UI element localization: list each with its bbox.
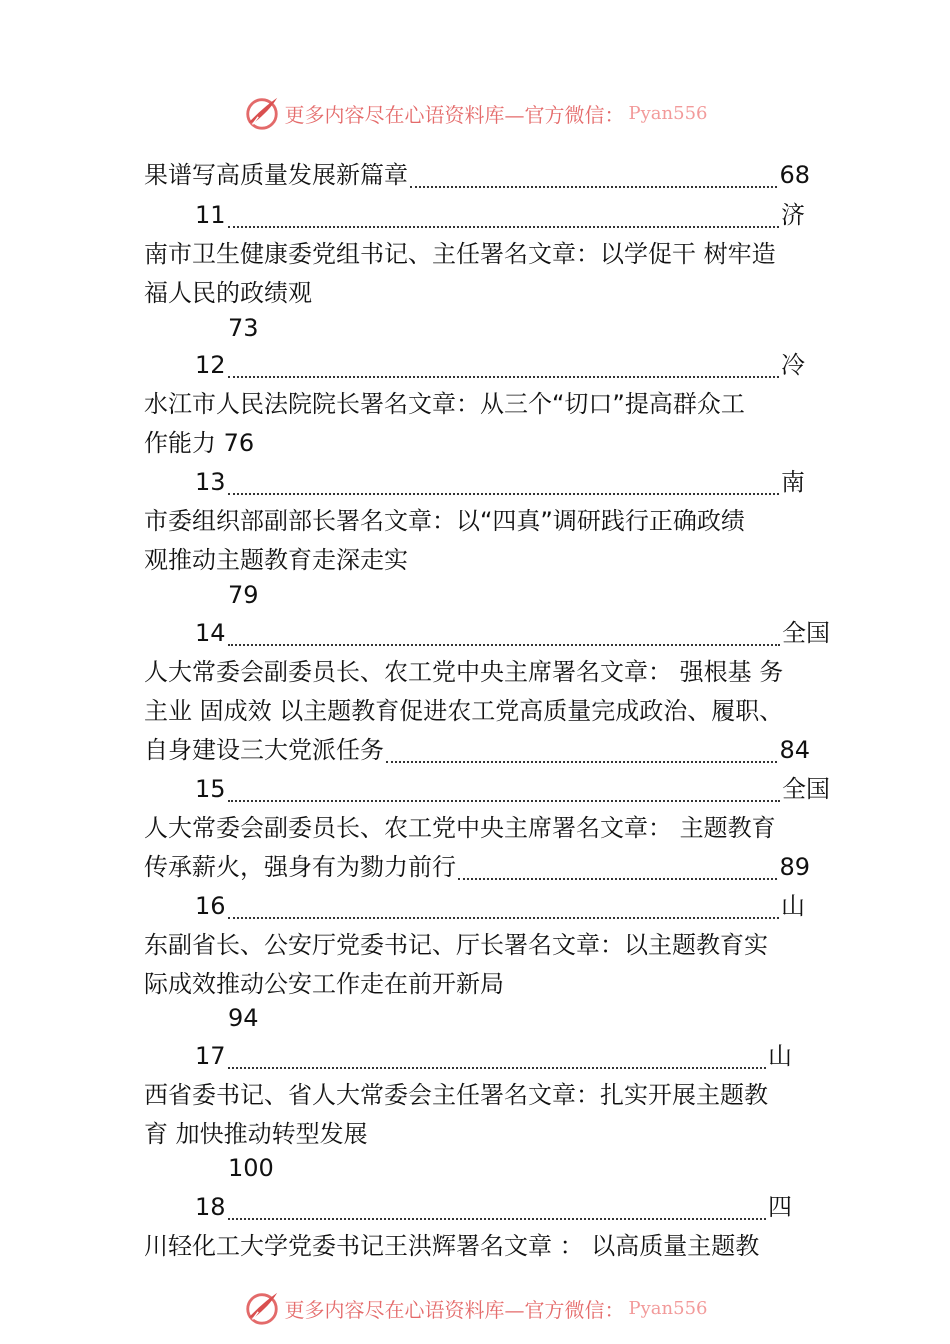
watermark-wechat-id: Pyan556: [628, 1297, 708, 1319]
toc-entry-text: 自身建设三大党派任务: [144, 736, 384, 764]
toc-line: [195, 1041, 792, 1071]
toc-page-number: 84: [779, 736, 810, 764]
toc-entry-text: 水江市人民法院院长署名文章：从三个“切口”提高群众工: [144, 390, 745, 418]
toc-entry-text: 主业 固成效 以主题教育促进农工党高质量完成政治、履职、: [144, 697, 784, 725]
toc-entry-text: 人大常委会副委员长、农工党中央主席署名文章： 主题教育: [144, 814, 776, 842]
toc-entry-text: 川轻化工大学党委书记王洪辉署名文章 ： 以高质量主题教: [144, 1232, 760, 1260]
dot-leader: [228, 473, 779, 495]
dot-leader: [228, 897, 779, 919]
toc-entry-text: 济: [781, 201, 805, 229]
toc-page-number: 89: [779, 853, 810, 881]
toc-entry-text: 传承薪火，强身有为勠力前行: [144, 853, 456, 881]
toc-line: [144, 735, 810, 765]
toc-entry-text: 观推动主题教育走深走实: [144, 546, 408, 574]
dot-leader: [228, 624, 780, 646]
toc-entry-text: 东副省长、公安厅党委书记、厅长署名文章：以主题教育实: [144, 931, 768, 959]
toc-line: [195, 200, 805, 230]
toc-entry-number: 13: [195, 468, 226, 496]
toc-entry-text: 市委组织部副部长署名文章：以“四真”调研践行正确政绩: [144, 507, 745, 535]
toc-page-number: 79: [228, 581, 259, 609]
toc-entry-text: 南市卫生健康委党组书记、主任署名文章：以学促干 树牢造: [144, 240, 776, 268]
toc-entry-text: 山: [768, 1042, 792, 1070]
toc-entry-text: 际成效推动公安工作走在前开新局: [144, 970, 504, 998]
toc-entry-text: 福人民的政绩观: [144, 279, 312, 307]
dot-leader: [386, 741, 777, 763]
toc-entry-text: 果谱写高质量发展新篇章: [144, 161, 408, 189]
toc-line: [195, 891, 805, 921]
toc-entry-text: 育 加快推动转型发展: [144, 1120, 368, 1148]
toc-page-number: 94: [228, 1004, 259, 1032]
watermark-wechat-id: Pyan556: [628, 102, 708, 124]
toc-entry-text: 冷: [781, 351, 805, 379]
dot-leader: [228, 1198, 766, 1220]
toc-line: [195, 618, 830, 648]
footer-watermark: [0, 1288, 950, 1328]
toc-entry-number: 17: [195, 1042, 226, 1070]
toc-entry-text: 作能力 76: [144, 429, 255, 457]
toc-entry-text: 山: [781, 892, 805, 920]
toc-entry-text: 四: [768, 1193, 792, 1221]
dot-leader: [458, 858, 777, 880]
toc-line: [195, 1192, 792, 1222]
toc-entry-number: 11: [195, 201, 226, 229]
toc-entry-text: 西省委书记、省人大常委会主任署名文章：扎实开展主题教: [144, 1081, 768, 1109]
toc-entry-text: 全国: [782, 775, 830, 803]
toc-entry-text: 全国: [782, 619, 830, 647]
toc-page-number: 73: [228, 314, 259, 342]
toc-entry-number: 12: [195, 351, 226, 379]
toc-line: [195, 774, 830, 804]
toc-entry-number: 14: [195, 619, 226, 647]
dot-leader: [228, 780, 780, 802]
quill-seal-icon: [243, 1289, 281, 1327]
dot-leader: [228, 356, 779, 378]
toc-entry-text: 人大常委会副委员长、农工党中央主席署名文章： 强根基 务: [144, 658, 784, 686]
toc-entry-text: 南: [781, 468, 805, 496]
toc-line: [144, 160, 810, 190]
toc-page-number: 68: [779, 161, 810, 189]
toc-line: [144, 852, 810, 882]
dot-leader: [228, 206, 779, 228]
toc-page-number: 100: [228, 1154, 274, 1182]
dot-leader: [228, 1047, 766, 1069]
toc-line: [195, 467, 805, 497]
toc-entry-number: 16: [195, 892, 226, 920]
watermark-text: 更多内容尽在心语资料库—官方微信：: [284, 102, 625, 127]
toc-entry-number: 15: [195, 775, 226, 803]
watermark-text: 更多内容尽在心语资料库—官方微信：: [284, 1297, 625, 1322]
toc-entry-number: 18: [195, 1193, 226, 1221]
toc-line: [195, 350, 805, 380]
dot-leader: [410, 166, 777, 188]
